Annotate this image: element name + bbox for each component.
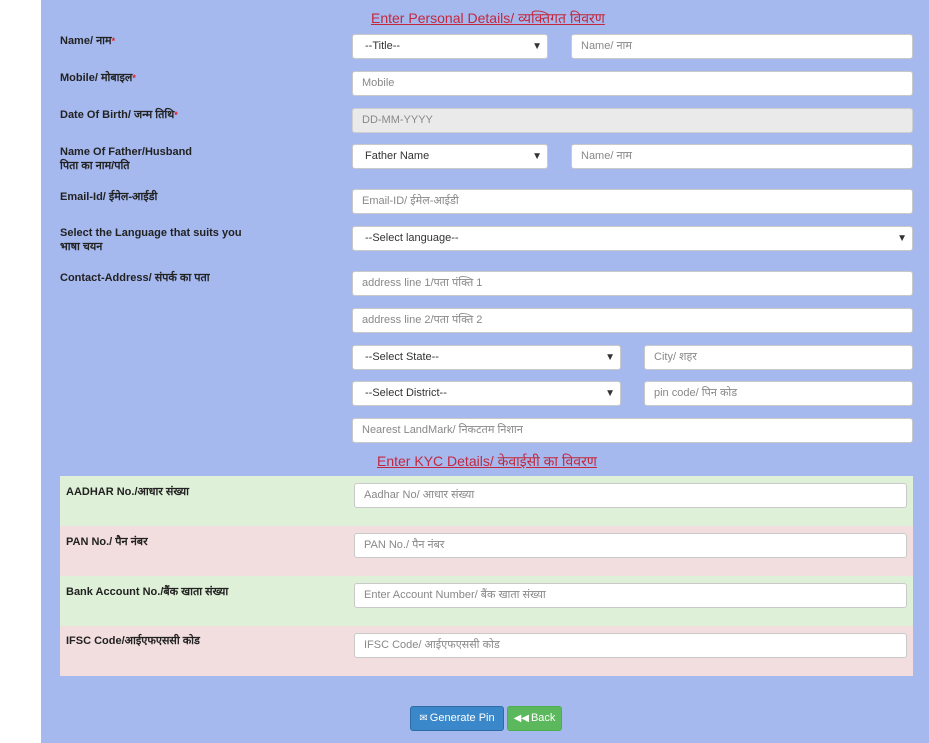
name-label: Name/ नाम* xyxy=(60,35,116,47)
kyc-details-title: Enter KYC Details/ केवाईसी का विवरण xyxy=(377,453,597,469)
language-label: Select the Language that suits you भाषा चयन xyxy=(60,227,242,253)
bank-account-input[interactable]: Enter Account Number/ बैंक खाता संख्या xyxy=(354,583,907,608)
address-line-2-input[interactable]: address line 2/पता पंक्ति 2 xyxy=(352,308,913,333)
pan-label: PAN No./ पैन नंबर xyxy=(66,536,148,548)
address-line-1-input[interactable]: address line 1/पता पंक्ति 1 xyxy=(352,271,913,296)
generate-pin-button[interactable]: ✉ Generate Pin xyxy=(410,706,504,731)
required-mark: * xyxy=(174,110,178,120)
chevron-down-icon: ▼ xyxy=(605,352,615,363)
envelope-icon: ✉ xyxy=(419,713,428,724)
address-label: Contact-Address/ संपर्क का पता xyxy=(60,272,210,284)
bank-account-label: Bank Account No./बैंक खाता संख्या xyxy=(66,586,229,598)
chevron-down-icon: ▼ xyxy=(532,41,542,52)
chevron-down-icon: ▼ xyxy=(532,151,542,162)
language-select[interactable]: --Select language-- ▼ xyxy=(352,226,913,251)
father-name-label: Name Of Father/Husband पिता का नाम/पति xyxy=(60,146,193,172)
required-mark: * xyxy=(111,36,116,46)
pan-input[interactable]: PAN No./ पैन नंबर xyxy=(354,533,907,558)
chevron-down-icon: ▼ xyxy=(605,388,615,399)
city-input[interactable]: City/ शहर xyxy=(644,345,913,370)
father-husband-select[interactable]: Father Name ▼ xyxy=(352,144,548,169)
personal-details-title: Enter Personal Details/ व्यक्तिगत विवरण xyxy=(371,10,605,26)
title-select[interactable]: --Title-- ▼ xyxy=(352,34,548,59)
aadhar-input[interactable]: Aadhar No/ आधार संख्या xyxy=(354,483,907,508)
landmark-input[interactable]: Nearest LandMark/ निकटतम निशान xyxy=(352,418,913,443)
email-input[interactable]: Email-ID/ ईमेल-आईडी xyxy=(352,189,913,214)
dob-input[interactable]: DD-MM-YYYY xyxy=(352,108,913,133)
mobile-input[interactable]: Mobile xyxy=(352,71,913,96)
ifsc-input[interactable]: IFSC Code/ आईएफएससी कोड xyxy=(354,633,907,658)
dob-label: Date Of Birth/ जन्म तिथि* xyxy=(60,109,178,121)
state-select[interactable]: --Select State-- ▼ xyxy=(352,345,621,370)
pincode-input[interactable]: pin code/ पिन कोड xyxy=(644,381,913,406)
back-button[interactable]: ◀◀ Back xyxy=(507,706,562,731)
father-name-input[interactable]: Name/ नाम xyxy=(571,144,913,169)
aadhar-label: AADHAR No./आधार संख्या xyxy=(66,486,190,498)
name-input[interactable]: Name/ नाम xyxy=(571,34,913,59)
chevron-down-icon: ▼ xyxy=(897,233,907,244)
backward-icon: ◀◀ xyxy=(513,713,529,724)
district-select[interactable]: --Select District-- ▼ xyxy=(352,381,621,406)
required-mark: * xyxy=(132,73,136,83)
email-label: Email-Id/ ईमेल-आईडी xyxy=(60,191,158,203)
mobile-label: Mobile/ मोबाइल* xyxy=(60,72,136,84)
ifsc-label: IFSC Code/आईएफएससी कोड xyxy=(66,635,200,647)
